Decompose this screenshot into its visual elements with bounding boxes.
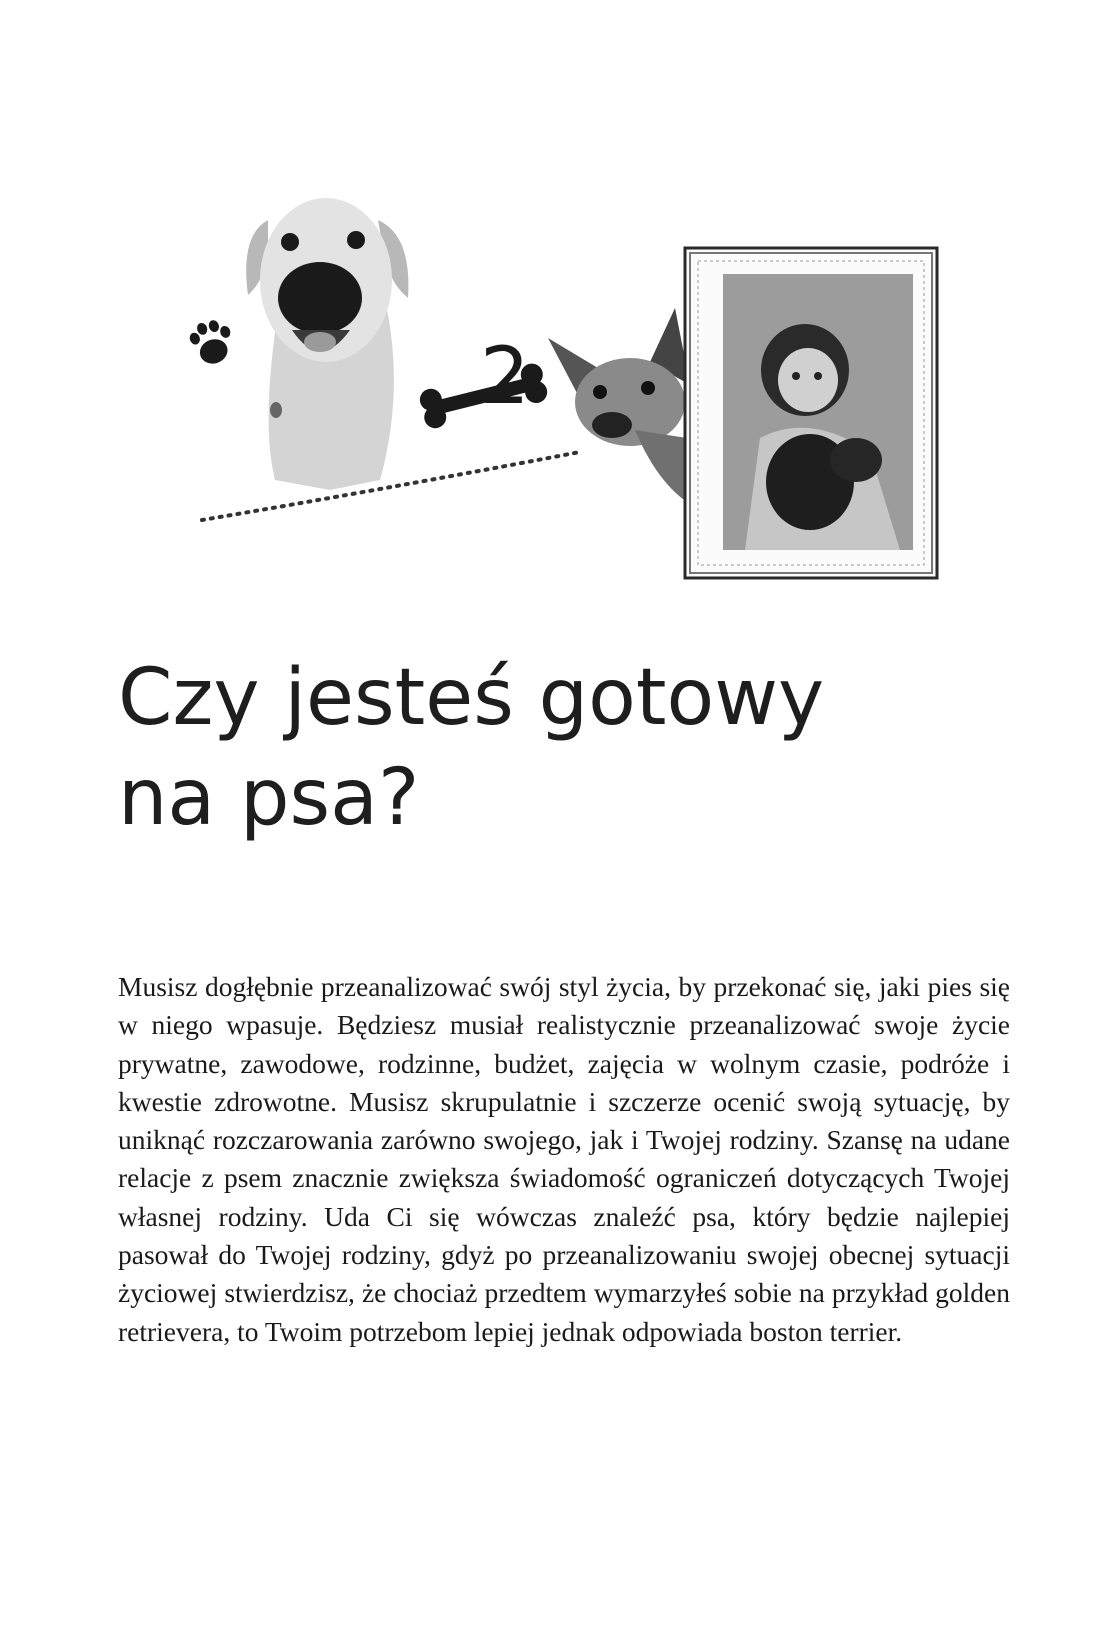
body-paragraph: Musisz dogłębnie przeanalizować swój styl życia, by przekonać się, jaki pies się w niego wpasuje. Będziesz musiał realistycznie przeanalizować swoje życie prywatne, zawodowe, rodzinne, budżet, zajęcia w wolnym czasie, podróże i kwestie zdrowotne. Musisz skrupulatnie i szczerze ocenić swoją sytuację, by uniknąć rozczarowania zarówno swojego, jak i Twojej rodziny. Szansę na udane relacje z psem znacznie zwiększa świadomość ograniczeń dotyczących Twojej własnej rodziny. Uda Ci się wówczas znaleźć psa, który będzie najlepiej pasował do Twojej rodziny, gdyż po przeanalizowaniu swojej obecnej sytuacji życiowej stwierdzisz, że chociaż przedtem wymarzyłeś sobie na przykład golden retrievera, to Twoim potrzebom lepiej jednak odpowiada boston terrier. xyxy=(118,971,1010,1347)
illustration-svg xyxy=(180,190,1000,630)
labrador-puppy xyxy=(246,198,408,490)
chapter-title-line-2: na psa? xyxy=(118,753,420,843)
paw-print-icon xyxy=(186,315,238,369)
dotted-path xyxy=(202,452,580,520)
chapter-illustration xyxy=(180,190,1000,630)
framed-photo-child-with-dog xyxy=(685,248,937,578)
chapter-title xyxy=(118,648,1018,848)
chihuahua xyxy=(548,308,700,510)
chapter-number: 2 xyxy=(480,332,530,422)
chapter-title-line-1: Czy jesteś gotowy xyxy=(118,653,825,743)
